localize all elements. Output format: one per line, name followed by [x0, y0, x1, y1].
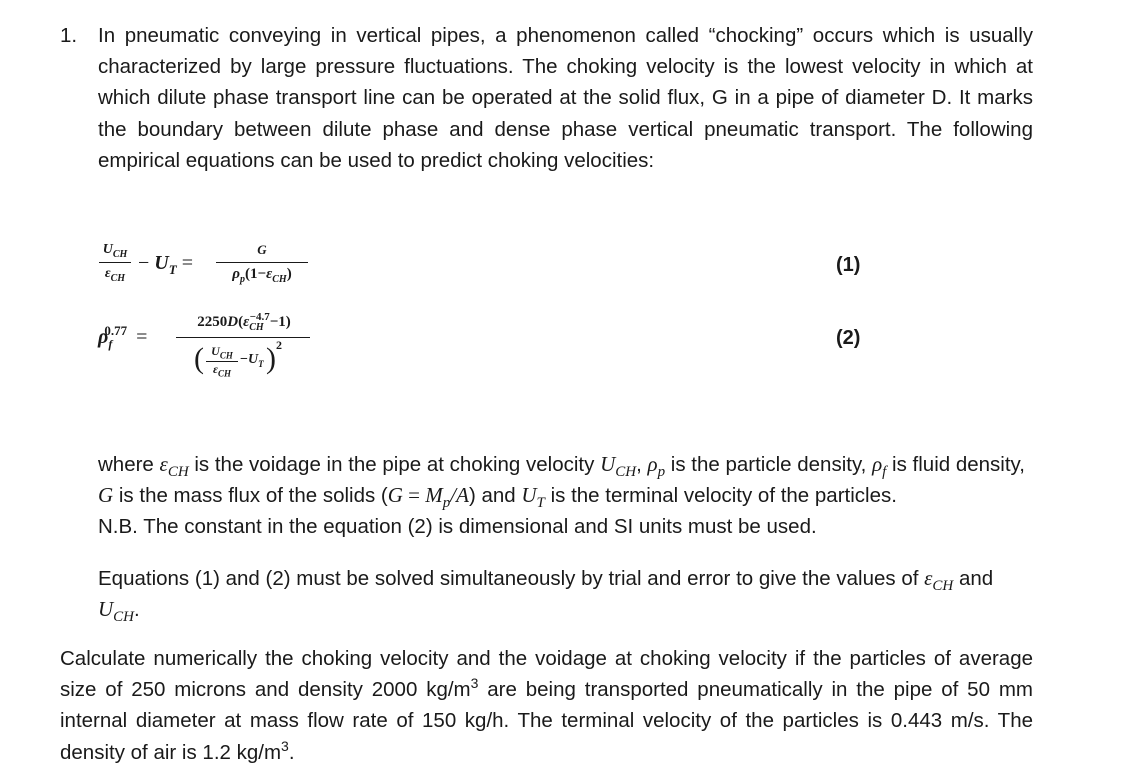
eq1-number: (1)	[836, 254, 861, 276]
equation-2	[98, 310, 358, 390]
solve-text: and	[953, 567, 994, 590]
symbol-u-t: $U_T$	[521, 483, 545, 512]
symbol-u-ch: $U_{CH}$	[600, 452, 637, 481]
def-text: is the particle density,	[665, 453, 873, 476]
symbol-rho-f: $\rho_f$	[872, 452, 887, 481]
eq2-denominator	[194, 340, 304, 380]
nb-note: N.B. The constant in the equation (2) is dimensional and SI units must be used.	[98, 515, 817, 539]
eq2-constant: 2250	[197, 314, 228, 330]
solve-text: Equations (1) and (2) must be solved simultaneously by trial and error to give the values of	[98, 567, 925, 590]
calc-text: are being transported pneumatically in the pipe of 50 mm internal diameter at mass flow rate of 150 kg/h. The terminal velocity of the particles is 0.443 m/s. The density of air is 1.2 kg/m	[60, 678, 1033, 764]
eq1-rhs-numerator: G	[257, 242, 267, 257]
def-text: ,	[636, 453, 648, 476]
calc-text: Calculate numerically the choking velocity and the voidage at choking velocity if the particles of average size of 250 microns and density 2000 kg/m	[60, 647, 1033, 702]
calculation-task	[60, 643, 1033, 768]
eq1-lhs-denominator: $\varepsilon_{CH}$	[104, 266, 126, 284]
def-text: where	[98, 453, 160, 476]
eq2-eps-exponent: −4.7	[249, 311, 270, 323]
eq2-numerator: $2250D(\varepsilon_{CH}^{-4.7}-1)$	[197, 311, 291, 333]
eq2-inner-numerator: $U_{CH}$	[211, 344, 233, 361]
eq1-minus-ut: − $U_T$ =	[138, 252, 193, 277]
eq1-rhs-denominator: $\rho_p(1-\varepsilon_{CH})$	[232, 266, 292, 285]
def-text: is the voidage in the pipe at choking velocity	[188, 453, 601, 476]
eq2-fraction-bar	[176, 337, 310, 338]
eq2-open-paren: (	[194, 342, 204, 375]
eq2-lhs: $\rho_f^{0.77}$ =	[98, 323, 148, 351]
symbol-eps-ch: $\varepsilon_{CH}$	[924, 566, 954, 595]
eq2-minus-ut: $-U_T$	[240, 352, 264, 369]
symbol-u-ch: $U_{CH}$	[98, 597, 135, 626]
eq1-lhs-numerator: $U_{CH}$	[102, 242, 128, 260]
symbol-rho-p: $\rho_p$	[647, 452, 666, 481]
cube-superscript: 3	[281, 737, 289, 754]
eq2-number: (2)	[836, 327, 861, 349]
calc-text: .	[288, 740, 295, 764]
question-number: 1.	[60, 24, 78, 47]
symbol-eps-ch: $\varepsilon_{CH}$	[159, 452, 189, 481]
eq2-square: 2	[276, 338, 282, 352]
equation-1	[98, 238, 358, 294]
def-text: ) and	[468, 484, 522, 508]
def-text: is the terminal velocity of the particles.	[544, 484, 897, 508]
def-text: is fluid density,	[886, 453, 1025, 476]
eq2-inner-denominator: $\varepsilon_{CH}$	[213, 362, 231, 379]
eq1-lhs-fraction-bar	[99, 262, 131, 263]
symbol-g: G	[98, 483, 114, 508]
eq2-close-paren: )	[266, 342, 276, 375]
def-text: is the mass flux of the solids (	[113, 484, 388, 508]
symbol-g-mp-a: $G = M_p/A$	[387, 483, 469, 512]
solve-note: Equations (1) and (2) must be solved simultaneously by trial and error to give the values of $\varepsilon_{CH}$ and $U_{CH}$.	[98, 566, 994, 626]
eq1-rhs-fraction-bar	[216, 262, 308, 263]
definitions-paragraph	[98, 449, 1033, 543]
cube-superscript: 3	[470, 675, 479, 692]
question-intro: In pneumatic conveying in vertical pipes, a phenomenon called “chocking” occurs which is usually characterized by large pressure fluctuations. The choking velocity is the lowest velocity in which at which dilute phase transport line can be operated at the solid flux, G in a pipe of diameter D. It marks the boundary between dilute phase and dense phase vertical pneumatic transport. The following empirical equations can be used to predict choking velocities:	[98, 24, 1033, 172]
eq2-rho-exponent: 0.77	[104, 323, 128, 339]
